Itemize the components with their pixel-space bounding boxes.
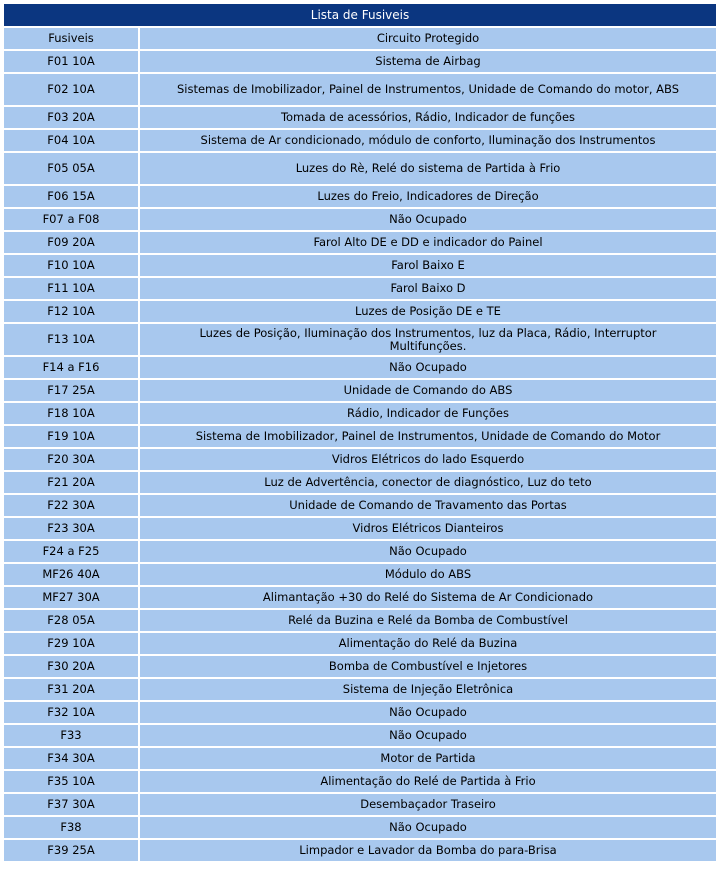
table-row	[3, 448, 717, 471]
table-row	[3, 770, 717, 793]
circuit-cell: Luzes do Rè, Relé do sistema de Partida à Frio	[139, 152, 717, 185]
fuse-cell: F31 20A	[3, 678, 139, 701]
table-row	[3, 425, 717, 448]
table-row	[3, 586, 717, 609]
table-row	[3, 323, 717, 356]
table-row	[3, 494, 717, 517]
circuit-cell: Sistemas de Imobilizador, Painel de Instrumentos, Unidade de Comando do motor, ABS	[139, 73, 717, 106]
table-row	[3, 540, 717, 563]
fuse-cell: F07 a F08	[3, 208, 139, 231]
table-row	[3, 254, 717, 277]
fuse-cell: F21 20A	[3, 471, 139, 494]
fuse-cell: F35 10A	[3, 770, 139, 793]
table-row	[3, 655, 717, 678]
fuse-cell: F22 30A	[3, 494, 139, 517]
circuit-cell: Desembaçador Traseiro	[139, 793, 717, 816]
circuit-cell: Não Ocupado	[139, 701, 717, 724]
fuse-cell: F10 10A	[3, 254, 139, 277]
circuit-cell: Sistema de Imobilizador, Painel de Instrumentos, Unidade de Comando do Motor	[139, 425, 717, 448]
fuse-cell: F38	[3, 816, 139, 839]
circuit-cell: Sistema de Injeção Eletrônica	[139, 678, 717, 701]
circuit-cell: Motor de Partida	[139, 747, 717, 770]
circuit-cell: Farol Baixo D	[139, 277, 717, 300]
circuit-cell: Não Ocupado	[139, 724, 717, 747]
table-row	[3, 724, 717, 747]
fuse-column-header: Fusiveis	[3, 27, 139, 50]
circuit-cell: Tomada de acessórios, Rádio, Indicador de funções	[139, 106, 717, 129]
fuse-cell: F02 10A	[3, 73, 139, 106]
circuit-cell: Vidros Elétricos Dianteiros	[139, 517, 717, 540]
table-row	[3, 747, 717, 770]
circuit-cell: Vidros Elétricos do lado Esquerdo	[139, 448, 717, 471]
table-row	[3, 356, 717, 379]
fuse-cell: F33	[3, 724, 139, 747]
circuit-cell: Farol Alto DE e DD e indicador do Painel	[139, 231, 717, 254]
table-row	[3, 632, 717, 655]
table-row	[3, 379, 717, 402]
circuit-column-header: Circuito Protegido	[139, 27, 717, 50]
table-row	[3, 701, 717, 724]
circuit-cell: Relé da Buzina e Relé da Bomba de Combustível	[139, 609, 717, 632]
fuse-cell: F17 25A	[3, 379, 139, 402]
table-row	[3, 609, 717, 632]
circuit-cell: Farol Baixo E	[139, 254, 717, 277]
fuse-cell: F20 30A	[3, 448, 139, 471]
circuit-cell: Sistema de Airbag	[139, 50, 717, 73]
fuse-cell: F01 10A	[3, 50, 139, 73]
table-row	[3, 208, 717, 231]
table-row	[3, 839, 717, 862]
circuit-cell: Alimentação do Relé da Buzina	[139, 632, 717, 655]
fuse-cell: F04 10A	[3, 129, 139, 152]
fuse-cell: F37 30A	[3, 793, 139, 816]
table-row	[3, 185, 717, 208]
circuit-cell: Módulo do ABS	[139, 563, 717, 586]
circuit-cell: Limpador e Lavador da Bomba do para-Brisa	[139, 839, 717, 862]
fuse-cell: F19 10A	[3, 425, 139, 448]
fuse-cell: F23 30A	[3, 517, 139, 540]
fuse-cell: F06 15A	[3, 185, 139, 208]
table-row	[3, 563, 717, 586]
table-row	[3, 793, 717, 816]
fuse-cell: F03 20A	[3, 106, 139, 129]
fuse-cell: F18 10A	[3, 402, 139, 425]
circuit-cell: Sistema de Ar condicionado, módulo de conforto, Iluminação dos Instrumentos	[139, 129, 717, 152]
table-row	[3, 152, 717, 185]
circuit-cell: Alimantação +30 do Relé do Sistema de Ar Condicionado	[139, 586, 717, 609]
fuse-cell: F09 20A	[3, 231, 139, 254]
fuse-cell: F24 a F25	[3, 540, 139, 563]
fuse-cell: MF27 30A	[3, 586, 139, 609]
fuse-rows	[3, 50, 717, 862]
circuit-cell: Unidade de Comando do ABS	[139, 379, 717, 402]
table-row	[3, 231, 717, 254]
circuit-cell: Não Ocupado	[139, 540, 717, 563]
fuse-cell: F30 20A	[3, 655, 139, 678]
fuse-cell: F32 10A	[3, 701, 139, 724]
circuit-cell: Unidade de Comando de Travamento das Portas	[139, 494, 717, 517]
circuit-cell: Não Ocupado	[139, 208, 717, 231]
header-row	[3, 27, 717, 50]
table-row	[3, 471, 717, 494]
table-row	[3, 73, 717, 106]
table-row	[3, 50, 717, 73]
fuse-cell: F39 25A	[3, 839, 139, 862]
circuit-cell: Alimentação do Relé de Partida à Frio	[139, 770, 717, 793]
circuit-cell: Luzes de Posição DE e TE	[139, 300, 717, 323]
title-row	[3, 3, 717, 27]
circuit-cell: Não Ocupado	[139, 356, 717, 379]
table-row	[3, 106, 717, 129]
fuse-cell: F12 10A	[3, 300, 139, 323]
fuse-cell: F13 10A	[3, 323, 139, 356]
fuse-cell: F28 05A	[3, 609, 139, 632]
fuse-cell: F29 10A	[3, 632, 139, 655]
table-row	[3, 678, 717, 701]
table-row	[3, 277, 717, 300]
circuit-cell: Não Ocupado	[139, 816, 717, 839]
fuse-cell: F11 10A	[3, 277, 139, 300]
circuit-cell: Bomba de Combustível e Injetores	[139, 655, 717, 678]
table-row	[3, 300, 717, 323]
table-row	[3, 402, 717, 425]
circuit-cell: Rádio, Indicador de Funções	[139, 402, 717, 425]
fuse-cell: F14 a F16	[3, 356, 139, 379]
circuit-cell: Luz de Advertência, conector de diagnóstico, Luz do teto	[139, 471, 717, 494]
fuse-list-table	[2, 2, 718, 863]
table-title: Lista de Fusiveis	[3, 3, 717, 27]
fuse-cell: MF26 40A	[3, 563, 139, 586]
table-row	[3, 816, 717, 839]
circuit-cell: Luzes do Freio, Indicadores de Direção	[139, 185, 717, 208]
table-row	[3, 129, 717, 152]
circuit-cell: Luzes de Posição, Iluminação dos Instrumentos, luz da Placa, Rádio, Interruptor Multifunções.	[139, 323, 717, 356]
fuse-cell: F05 05A	[3, 152, 139, 185]
fuse-cell: F34 30A	[3, 747, 139, 770]
table-row	[3, 517, 717, 540]
